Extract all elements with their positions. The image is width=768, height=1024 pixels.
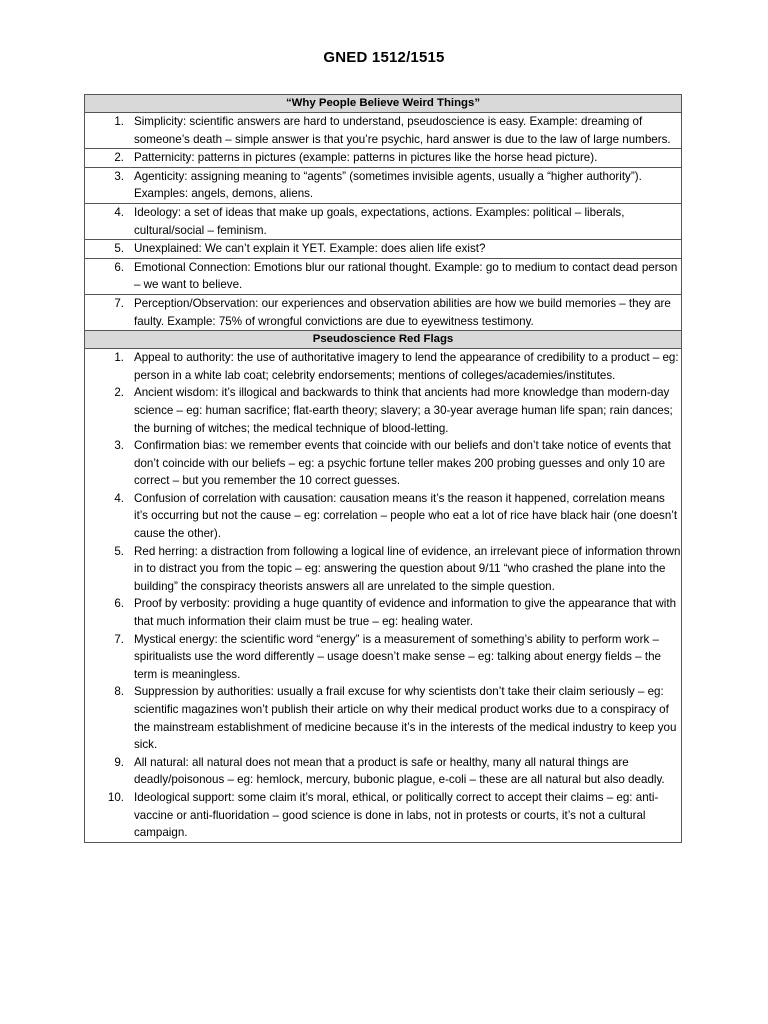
red-flags-list xyxy=(85,349,682,843)
item-number: 9. xyxy=(114,755,124,769)
item-text: Unexplained: We can’t explain it YET. Example: does alien life exist? xyxy=(134,242,486,256)
section-header-red-flags xyxy=(85,331,682,349)
item-text: Mystical energy: the scientific word “energy” is a measurement of something’s ability to perform work – spiritualists use the word differently – usage doesn’t make sense – eg: talking about energy fields – the term is meaningless. xyxy=(134,632,661,681)
item-text: Patternicity: patterns in pictures (example: patterns in pictures like the horse head picture). xyxy=(134,151,598,165)
document-table xyxy=(84,94,682,843)
item-text: Ancient wisdom: it’s illogical and backwards to think that ancients had more knowledge than modern-day science – eg: human sacrifice; flat-earth theory; slavery; a 30-year average human life span; rain dances; the burning of witches; the medical technique of blood-letting. xyxy=(134,386,673,435)
item-text: Ideological support: some claim it’s moral, ethical, or politically correct to accept their claims – eg: anti-vaccine or anti-fluoridation – good science is done in labs, not in protests or courts, it’s not a cultural campaign. xyxy=(134,790,659,840)
item-text: All natural: all natural does not mean that a product is safe or healthy, many all natural things are deadly/poisonous – eg: hemlock, mercury, bubonic plague, e-coli – these are all natural but also deadly. xyxy=(134,755,665,787)
item-number: 10. xyxy=(107,790,124,804)
table-row xyxy=(85,149,682,168)
item-text: Red herring: a distraction from following a logical line of evidence, an irrelevant piece of information thrown in to distract you from the topic – eg: answering the question about 9/11 “who crashed the plane into the building” the conspiracy theorists answers all are unrelated to the simple question. xyxy=(134,544,681,593)
list-item xyxy=(85,789,681,842)
item-number: 1. xyxy=(114,115,124,128)
item-text: Proof by verbosity: providing a huge quantity of evidence and information to give the appearance that with that much information their claim must be true – eg: healing water. xyxy=(134,597,677,629)
item-text: Confirmation bias: we remember events that coincide with our beliefs and don’t take notice of events that don’t coincide with our beliefs – eg: a psychic fortune teller makes 200 probing guesses and only 10 are correct – but you remember the 10 correct guesses. xyxy=(134,439,671,488)
table-row xyxy=(85,240,682,259)
list-item xyxy=(85,240,681,258)
item-number: 7. xyxy=(114,632,124,646)
item-text: Appeal to authority: the use of authoritative imagery to lend the appearance of credibility to a product – eg: person in a white lab coat; celebrity endorsements; mentions of colleges/academies/institutes. xyxy=(134,351,679,382)
item-text: Suppression by authorities: usually a frail excuse for why scientists don’t take their claim seriously – eg: scientific magazines won’t publish their article on why their medical product works due to a conspiracy of the mainstream establishment of medicine because it’s in the interests of the medical industry to keep you sick. xyxy=(134,685,677,752)
list-item xyxy=(85,384,681,437)
item-text: Emotional Connection: Emotions blur our rational thought. Example: go to medium to contact dead person – we want to believe. xyxy=(134,260,678,292)
item-number: 2. xyxy=(114,386,124,400)
list-item xyxy=(85,259,681,294)
table-row xyxy=(85,349,682,843)
item-number: 5. xyxy=(114,242,124,256)
list-item xyxy=(85,595,681,630)
list-item xyxy=(85,168,681,203)
item-number: 7. xyxy=(114,296,124,310)
list-item xyxy=(85,113,681,148)
item-number: 6. xyxy=(114,260,124,274)
list-item xyxy=(85,754,681,789)
section-header-weird-things xyxy=(85,95,682,113)
list-item xyxy=(85,204,681,239)
list-item xyxy=(85,437,681,490)
item-text: Confusion of correlation with causation: causation means it’s the reason it happened, correlation means it’s occurring but not the cause – eg: correlation – people who eat a lot of rice have black hair (one doesn’t cause the other). xyxy=(134,491,678,541)
section-heading: “Why People Believe Weird Things” xyxy=(85,95,682,113)
table-row xyxy=(85,167,682,203)
list-item xyxy=(85,543,681,596)
list-item xyxy=(85,490,681,543)
table-row xyxy=(85,258,682,294)
item-number: 2. xyxy=(114,151,124,165)
item-number: 6. xyxy=(114,597,124,611)
item-number: 5. xyxy=(114,544,124,558)
table-row xyxy=(85,294,682,330)
table-row xyxy=(85,203,682,239)
item-number: 3. xyxy=(114,439,124,453)
item-number: 1. xyxy=(114,351,124,365)
list-item xyxy=(85,349,681,384)
section-heading: Pseudoscience Red Flags xyxy=(85,331,682,349)
list-item xyxy=(85,149,681,167)
list-item xyxy=(85,295,681,330)
item-text: Ideology: a set of ideas that make up goals, expectations, actions. Examples: political – liberals, cultural/social – feminism. xyxy=(134,205,625,237)
item-number: 4. xyxy=(114,491,124,505)
list-item xyxy=(85,683,681,753)
item-text: Agenticity: assigning meaning to “agents” (sometimes invisible agents, usually a “higher authority”). Examples: angels, demons, aliens. xyxy=(134,169,642,201)
list-item xyxy=(85,631,681,684)
page-title: GNED 1512/1515 xyxy=(323,49,445,66)
table-row xyxy=(85,113,682,149)
item-text: Perception/Observation: our experiences and observation abilities are how we build memories – they are faulty. Example: 75% of wrongful convictions are due to eyewitness testimony. xyxy=(134,296,671,328)
item-number: 4. xyxy=(114,205,124,219)
item-text: Simplicity: scientific answers are hard to understand, pseudoscience is easy. Example: dreaming of someone’s death – simple answer is that you’re psychic, hard answer is due to the law of large numbers. xyxy=(134,115,671,146)
item-number: 3. xyxy=(114,169,124,183)
item-number: 8. xyxy=(114,685,124,699)
